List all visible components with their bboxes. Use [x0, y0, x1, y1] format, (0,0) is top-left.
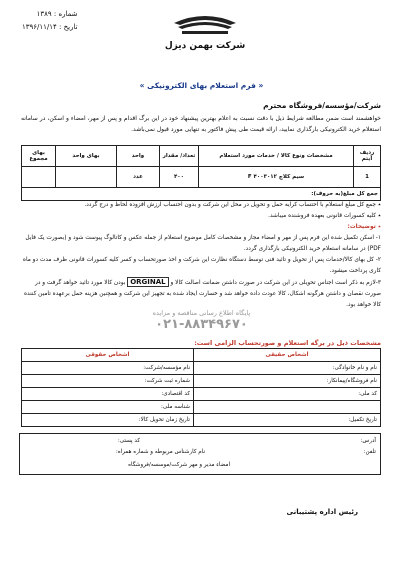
col-description: مشخصات ونوع کالا / خدمات مورد استعلام [199, 146, 354, 167]
col-total-price: بهای مجموع [22, 146, 56, 167]
specs-row [22, 362, 381, 375]
total-amount-row [22, 188, 381, 201]
watermark-phone: ۰۲۱-۸۸۳۴۹۶۷۰ [155, 317, 248, 332]
original-badge: ORGINAL [127, 277, 168, 287]
specs-row [22, 401, 381, 414]
col-unit: واحد [117, 146, 160, 167]
note-upload-instructions: ۱- اسکن تکمیل شده این فرم پس از مهر و امضاء مجاز و مشخصات کامل موضوع استعلام از جمله عکس و کاتالوگ پیوست شود و (بصورت یک فایل PDF) در سامانه استعلام خرید الکترونیکی بارگذاری گردد. [25, 235, 381, 252]
specs-row [22, 388, 381, 401]
row-quantity: ۴۰۰ [160, 167, 199, 188]
real-national-code-field: کد ملی: [194, 388, 381, 401]
document-meta [22, 8, 78, 34]
col-row: ردیف آیتم [354, 146, 381, 167]
legal-registration-field: شماره ثبت شرکت: [22, 375, 194, 388]
real-name-field: نام و نام خانوادگی: [194, 362, 381, 375]
col-unit-price: بهای واحد [56, 146, 117, 167]
row-total-price [22, 167, 56, 188]
specs-header-row [22, 349, 381, 362]
form-title: « فرم استعلام بهای الکترونیکی » [139, 81, 264, 90]
row-number: 1 [354, 167, 381, 188]
watermark-site-name: پایگاه اطلاع رسانی مناقصه و مزایده [152, 309, 251, 317]
items-table-header [22, 146, 381, 167]
note-total-calculation: ٭ جمع کل مبلغ استعلام با احتساب کرایه حمل و تحویل در محل این شرکت و بدون احتساب ارزش افزوده لحاظ و درج گردد. [84, 202, 381, 208]
legal-economic-code-field: کد اقتصادی: [22, 388, 194, 401]
table-row [22, 167, 381, 188]
note-original-goods [21, 277, 381, 311]
real-completion-date-field: تاریخ تکمیل: [194, 414, 381, 427]
agent-label: نام کارشناس مربوطه و شماره همراه: [115, 449, 205, 455]
document-date: تاریخ : ۱۳۹۶/۱۱/۱۴ [22, 23, 78, 31]
legal-delivery-date-field: تاریخ زمان تحویل کالا: [22, 414, 194, 427]
specs-row [22, 375, 381, 388]
note-original-part-a: ۳-لازم به ذکر است اجناس تحویلی در این شرکت در صورت داشتن ضمانت اصالت کالا و [170, 280, 381, 286]
real-empty-field [194, 401, 381, 414]
company-logo [150, 13, 260, 59]
legal-persons-header: اشخاص حقوقی [22, 349, 194, 362]
notes-heading: ٭ توضیحات: [347, 224, 381, 230]
legal-company-name-field: نام مؤسسه/شرکت: [22, 362, 194, 375]
bahman-logo-icon [170, 13, 240, 39]
items-table [21, 145, 381, 201]
specs-row [22, 414, 381, 427]
notes-section [21, 200, 381, 311]
real-store-name-field: نام فروشگاه/پیمانکار: [194, 375, 381, 388]
note-legal-deductions: ٭ کلیه کسورات قانونی بعهده فروشنده میباشد. [268, 213, 381, 219]
row-unit: عدد [117, 167, 160, 188]
address-label: آدرس: [360, 438, 376, 444]
watermark [0, 309, 403, 332]
specs-table [21, 348, 381, 427]
row-description: سیم کلاچ ۴۰۰۳۰۱۲ F [199, 167, 354, 188]
company-name: شرکت بهمن دیزل [164, 41, 246, 51]
real-persons-header: اشخاص حقیقی [194, 349, 381, 362]
total-amount-label: جمع کل مبلغ(به حروف): [22, 188, 381, 201]
company-signature-label: امضاء مدیر و مهر شرکت/موسسه/فروشگاه [128, 462, 230, 468]
postal-code-label: کد پستی: [117, 438, 140, 444]
col-quantity: تعداد/ مقدار [160, 146, 199, 167]
recipient-salutation: شرکت/مؤسسه/فروشگاه محترم [263, 101, 381, 110]
specs-title: مشخصات ذیل در برگه استعلام و صورتحساب الزامی است: [194, 339, 381, 347]
note-original-part-b: بودن کالا مورد تائید خواهد گرفت و در صورت نقصان و داشتن هرگونه اشکال، کالا عودت داده خواهد شد و خسارت ایجاد شده به تجهیز این شرکت و همچنین هزینه حمل برعهده تامین کننده کالا خواهد بود. [23, 280, 381, 308]
row-unit-price [56, 167, 117, 188]
phone-label: تلفن: [363, 449, 376, 455]
intro-paragraph: خواهشمند است ضمن مطالعه شرایط ذیل با دقت نسبت به اعلام بهترین پیشنهاد خود در این برگ اقدام و پس از مهر، امضاء و اسکن، در سامانه استعلام خرید الکترونیکی بارگذاری نمایید، ارائه قیمت طی پیش فاکتور به تنهایی مورد قبول نمی‌باشد. [21, 115, 381, 133]
note-payment-terms: ۲- کل بهای کالا/خدمات پس از تحویل و تائید فنی توسط دستگاه نظارت این شرکت و اخذ صورتحساب و کسر کلیه کسورات قانونی ظرف مدت دو ماه کاری پرداخت میشود. [22, 257, 381, 274]
signatory-title: رئیس اداره پشتیبانی [286, 508, 358, 516]
document-number: شماره : ۱۳۸۹ [36, 10, 78, 18]
address-box [19, 433, 381, 475]
legal-national-id-field: شناسه ملی: [22, 401, 194, 414]
